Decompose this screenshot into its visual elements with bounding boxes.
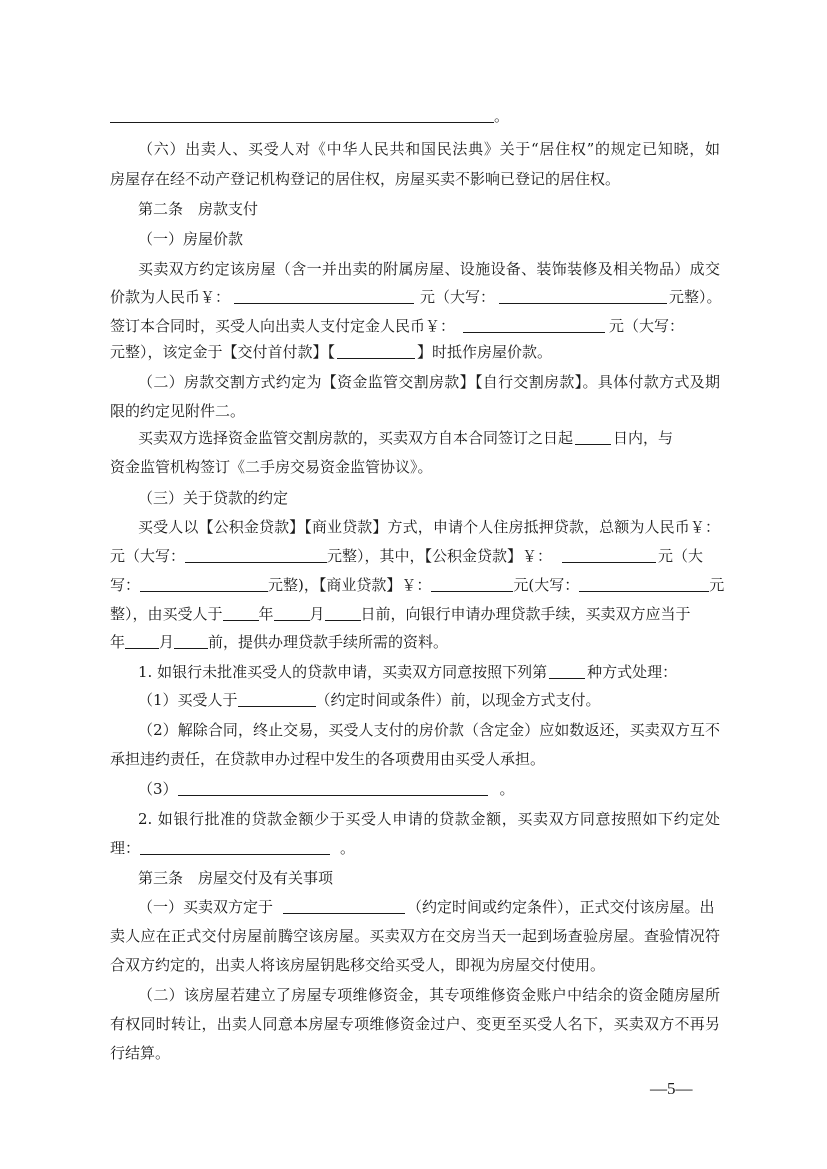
price-amount-field[interactable] (234, 288, 414, 304)
loan-line-4 (110, 604, 720, 624)
delivery-time-field[interactable] (283, 898, 405, 914)
period: 。 (499, 780, 515, 798)
option-3-field[interactable] (178, 780, 488, 796)
option-1-line (138, 690, 720, 710)
deposit-text-end: 】时抵作房屋价款。 (417, 343, 553, 361)
deposit-line-2 (110, 342, 720, 362)
provident-fund-capital-field[interactable] (140, 576, 268, 592)
loan-text: 元整），其中，【公积金贷款】￥： (327, 547, 553, 565)
deposit-text: 元整），该定金于【交付首付款】【 (110, 343, 336, 361)
price-para-line-1: 买卖双方约定该房屋（含一并出卖的附属房屋、设施设备、装饰装修及相关物品）成交 (138, 260, 720, 278)
loan-rejected-line (138, 662, 720, 682)
loan-text: 年 (258, 605, 274, 623)
payment-method-line-2: 限的约定见附件二。 (110, 402, 246, 420)
payment-method-line-1: （二）房款交割方式约定为【资金监管交割房款】【自行交割房款】。具体付款方式及期 (138, 373, 720, 391)
loan-text: 日前，向银行申请办理贷款手续，买卖双方应当于 (360, 605, 691, 623)
provident-fund-amount-field[interactable] (562, 547, 656, 563)
clause-6-line-1: （六）出卖人、买受人对《中华人民共和国民法典》关于“居住权”的规定已知晓，如 (138, 140, 720, 158)
deposit-line (110, 316, 720, 336)
option-3-line (138, 779, 720, 799)
escrow-text: 买卖双方选择资金监管交割房款的，买卖双方自本合同签订之日起 (138, 429, 574, 447)
loan-text: 元（大写： (110, 547, 186, 565)
loan-year-field[interactable] (223, 605, 259, 621)
loan-text: 元(大写： (513, 576, 580, 594)
maintenance-fund-line-3: 行结算。 (110, 1044, 171, 1062)
loan-total-capital-field[interactable] (185, 547, 327, 563)
escrow-days-field[interactable] (575, 429, 611, 445)
loan-line-5 (110, 632, 720, 652)
docs-year-field[interactable] (125, 633, 159, 649)
deposit-offset-field[interactable] (337, 343, 415, 359)
reduced-loan-handling-field[interactable] (140, 839, 330, 855)
maintenance-fund-line-2: 有权同时转让，出卖人同意本房屋专项维修资金过户、变更至买受人名下，买卖双方不再另 (110, 1015, 720, 1033)
blank-line-continuation (110, 106, 720, 126)
commercial-loan-amount-field[interactable] (431, 576, 513, 592)
docs-month-field[interactable] (174, 633, 208, 649)
option-2-line-1: （2）解除合同，终止交易，买受人支付的房价款（含定金）应如数返还，买卖双方互不 (138, 721, 720, 739)
article-3-title: 第三条 房屋交付及有关事项 (138, 869, 334, 887)
delivery-text: （约定时间或约定条件），正式交付该房屋。出 (407, 898, 715, 916)
section-price-heading: （一）房屋价款 (138, 230, 244, 248)
loan-day-field[interactable] (325, 605, 361, 621)
loan-line-1: 买受人以【公积金贷款】【商业贷款】方式，申请个人住房抵押贷款，总额为人民币￥： (138, 518, 720, 536)
page-number: —5— (650, 1079, 693, 1098)
loan-text: 理： (110, 839, 141, 857)
loan-text: 写： (110, 576, 141, 594)
price-capital-field[interactable] (499, 288, 667, 304)
delivery-line-2: 卖人应在正式交付房屋前腾空该房屋。买卖双方在交房当天一起到场查验房屋。查验情况符 (110, 927, 720, 945)
option-text: （1）买受人于 (138, 691, 238, 709)
loan-month-field[interactable] (274, 605, 310, 621)
loan-line-3 (110, 575, 725, 595)
option-text: （约定时间或条件）前，以现金方式支付。 (315, 691, 601, 709)
loan-text: 整），由买受人于 (110, 605, 223, 623)
period: 。 (494, 107, 510, 125)
period: 。 (340, 839, 356, 857)
capital-label: 元（大写： (609, 317, 685, 335)
option-text: （3） (138, 780, 178, 798)
loan-text: 元整)，【商业贷款】￥： (268, 576, 432, 594)
loan-text: 元（大 (658, 547, 704, 565)
commercial-loan-capital-field[interactable] (579, 576, 709, 592)
article-2-title: 第二条 房款支付 (138, 200, 259, 218)
deposit-amount-field[interactable] (463, 317, 605, 333)
cash-payment-time-field[interactable] (238, 691, 316, 707)
loan-line-2 (110, 546, 720, 566)
loan-reduced-line-2 (110, 838, 720, 858)
loan-text: 前，提供办理贷款手续所需的资料。 (208, 633, 449, 651)
deposit-label: 签订本合同时，买受人向出卖人支付定金人民币￥： (110, 317, 456, 335)
escrow-line-1 (138, 428, 720, 448)
capital-label: 元（大写： (420, 288, 496, 306)
loan-text: 元 (709, 576, 725, 594)
section-loan-heading: （三）关于贷款的约定 (138, 489, 289, 507)
loan-text: 月 (309, 605, 325, 623)
option-number-field[interactable] (549, 663, 585, 679)
escrow-line-2: 资金监管机构签订《二手房交易资金监管协议》。 (110, 458, 433, 476)
yuan-label: 元整）。 (669, 288, 722, 306)
delivery-line-1 (138, 897, 720, 917)
loan-text: 年 (110, 633, 126, 651)
maintenance-fund-line-1: （二）该房屋若建立了房屋专项维修资金，其专项维修资金账户中结余的资金随房屋所 (138, 986, 720, 1004)
loan-reduced-line-1: 2. 如银行批准的贷款金额少于买受人申请的贷款金额，买卖双方同意按照如下约定处 (138, 810, 720, 828)
loan-text: 月 (159, 633, 175, 651)
loan-text: 1. 如银行未批准买受人的贷款申请，买卖双方同意按照下列第 (138, 663, 548, 681)
option-2-line-2: 承担违约责任，在贷款申办过程中发生的各项费用由买受人承担。 (110, 750, 546, 768)
price-para-line-2 (110, 287, 720, 307)
escrow-text-end: 日内，与 (613, 429, 674, 447)
delivery-line-3: 合双方约定的，出卖人将该房屋钥匙移交给买受人，即视为房屋交付使用。 (110, 956, 606, 974)
price-label: 价款为人民币￥： (110, 288, 231, 306)
loan-text: 种方式处理： (587, 663, 678, 681)
blank-field[interactable] (110, 107, 494, 123)
clause-6-line-2: 房屋存在经不动产登记机构登记的居住权，房屋买卖不影响已登记的居住权。 (110, 170, 621, 188)
delivery-text: （一）买卖双方定于 (138, 898, 274, 916)
